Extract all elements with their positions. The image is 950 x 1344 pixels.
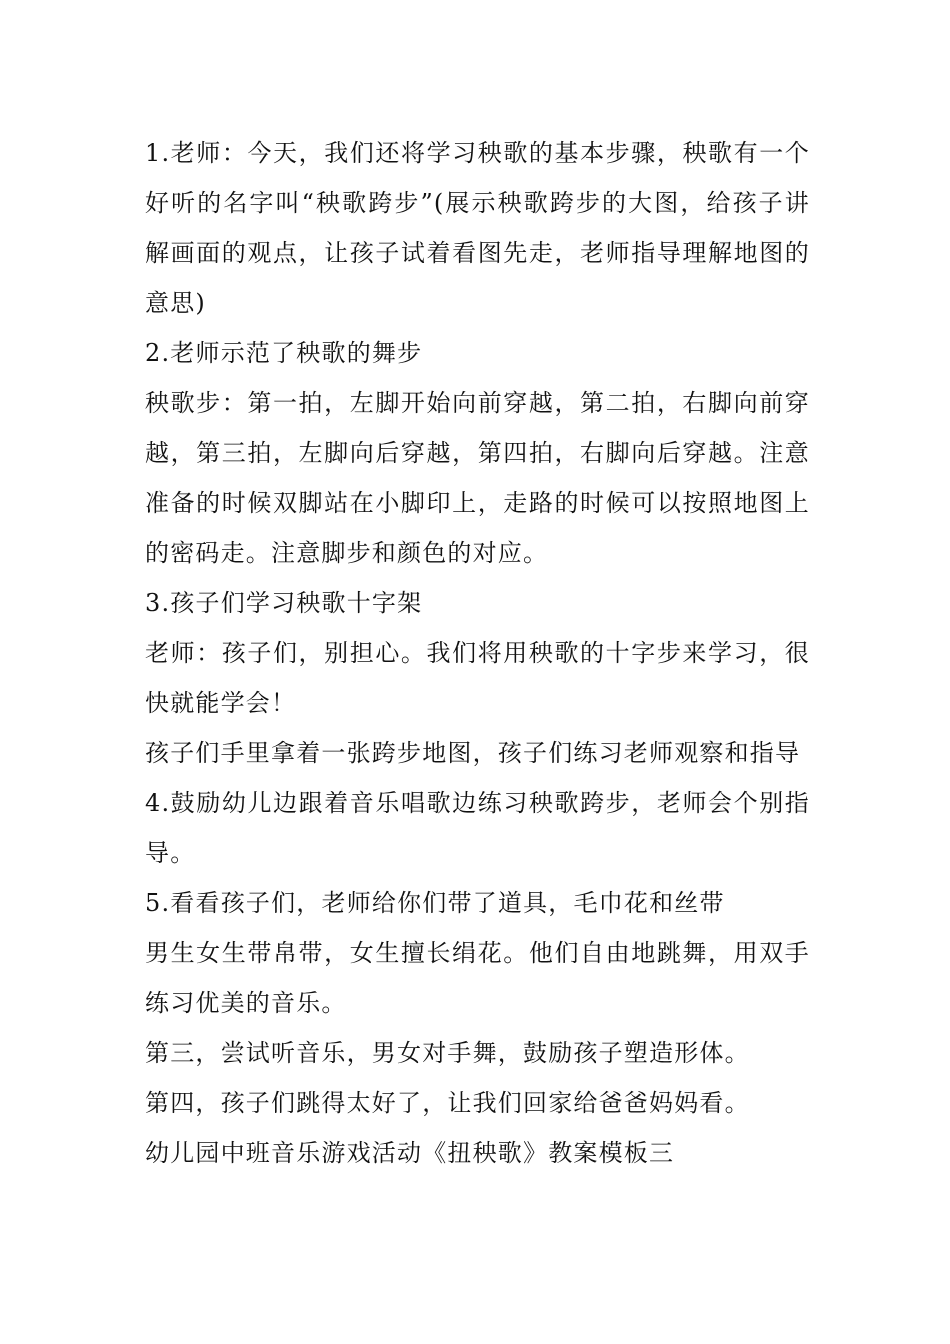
paragraph-template-title: 幼儿园中班音乐游戏活动《扭秧歌》教案模板三 <box>145 1139 675 1167</box>
paragraph-intro-teacher: 1.老师：今天，我们还将学习秧歌的基本步骤，秧歌有一个好听的名字叫“秧歌跨步”(展示秧歌跨步的大图，给孩子讲解画面的观点，让孩子试着看图先走，老师指导理解地图的意思) <box>145 139 810 317</box>
paragraph-yangge-step: 秧歌步：第一拍，左脚开始向前穿越，第二拍，右脚向前穿越，第三拍，左脚向后穿越，第四拍，右脚向后穿越。注意准备的时候双脚站在小脚印上，走路的时候可以按照地图上的密码走。注意脚步和颜色的对应。 <box>145 389 810 567</box>
paragraph-props-dance: 男生女生带帛带，女生擅长绢花。他们自由地跳舞，用双手练习优美的音乐。 <box>145 939 810 1017</box>
paragraph-third: 第三，尝试听音乐，男女对手舞，鼓励孩子塑造形体。 <box>145 1039 750 1067</box>
paragraph-teacher-encourage: 老师：孩子们，别担心。我们将用秧歌的十字步来学习，很快就能学会！ <box>145 639 810 717</box>
document-body <box>145 128 810 1178</box>
paragraph-step-2-heading: 2.老师示范了秧歌的舞步 <box>145 339 423 367</box>
paragraph-step-5: 5.看看孩子们，老师给你们带了道具，毛巾花和丝带 <box>145 889 725 917</box>
paragraph-fourth: 第四，孩子们跳得太好了，让我们回家给爸爸妈妈看。 <box>145 1089 750 1117</box>
paragraph-step-3-heading: 3.孩子们学习秧歌十字架 <box>145 589 423 617</box>
paragraph-children-practice: 孩子们手里拿着一张跨步地图，孩子们练习老师观察和指导 <box>145 739 801 767</box>
paragraph-step-4: 4.鼓励幼儿边跟着音乐唱歌边练习秧歌跨步，老师会个别指导。 <box>145 789 810 867</box>
